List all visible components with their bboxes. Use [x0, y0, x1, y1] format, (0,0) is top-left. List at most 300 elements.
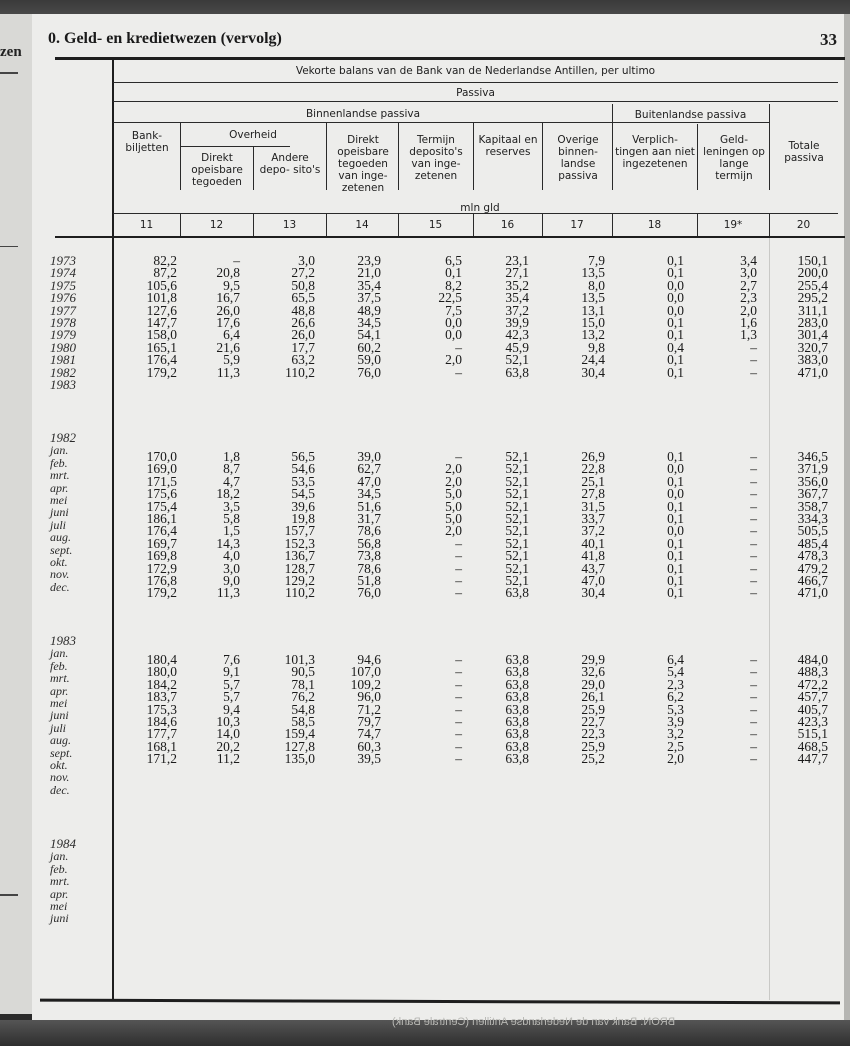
table-cell: 485,4 [797, 535, 828, 551]
column-18 [667, 451, 684, 600]
table-cell: 2,7 [740, 277, 757, 293]
col-header-17: Overige binnen- landse passiva [557, 134, 599, 182]
table-cell: 5,3 [667, 701, 684, 717]
table-cell: 45,9 [505, 339, 529, 355]
table-cell: 0,1 [667, 473, 684, 489]
table-cell: 63,8 [505, 664, 529, 680]
table-cell: 175,3 [146, 701, 177, 717]
table-cell: 479,2 [797, 560, 828, 576]
month-label: nov. [50, 567, 70, 582]
table-cell: 74,7 [357, 726, 381, 742]
table-cell: 8,2 [445, 277, 462, 293]
table-cell: 18,2 [216, 486, 240, 502]
table-cell: 109,2 [350, 676, 381, 692]
month-label: jan. [50, 849, 69, 864]
table-cell: 9,1 [223, 664, 240, 680]
table-cell: 63,8 [505, 585, 529, 601]
table-cell: 447,7 [797, 751, 828, 767]
table-cell: 2,0 [667, 751, 684, 767]
column-12 [216, 451, 240, 600]
month-label: juni [50, 911, 69, 926]
table-cell: 5,8 [223, 510, 240, 526]
table-cell: 56,8 [357, 535, 381, 551]
table-cell: – [455, 689, 462, 705]
table-cell: 2,0 [740, 302, 757, 318]
annual-year-labels [50, 255, 110, 391]
table-cell: 157,7 [284, 523, 315, 539]
month-label: apr. [50, 480, 69, 495]
table-cell: 0,0 [667, 461, 684, 477]
table-cell: 7,6 [223, 652, 240, 667]
table-cell: 0,1 [667, 585, 684, 601]
table-cell: 63,2 [291, 352, 315, 368]
column-11 [147, 451, 177, 600]
table-cell: – [750, 572, 757, 588]
table-cell: 29,0 [581, 676, 605, 692]
column-12 [216, 255, 240, 379]
column-20 [798, 451, 828, 600]
table-cell: 0,4 [667, 339, 684, 355]
table-cell: – [750, 523, 757, 539]
table-cell: 14,0 [216, 726, 240, 742]
table-cell: 2,0 [445, 461, 462, 477]
table-cell: 457,7 [797, 689, 828, 705]
month-label: mrt. [50, 671, 70, 686]
header-vline [326, 122, 327, 190]
table-cell: 105,6 [146, 277, 177, 293]
table-cell: 17,6 [216, 314, 240, 330]
table-cell: 0,0 [667, 523, 684, 539]
month-label: jan. [50, 443, 69, 458]
table-cell: 478,3 [797, 548, 828, 564]
table-cell: 76,0 [357, 585, 381, 601]
header-line [180, 146, 290, 147]
table-cell: 468,5 [797, 738, 828, 754]
table-cell: 0,1 [667, 314, 684, 330]
table-cell: 172,9 [146, 560, 177, 576]
table-cell: – [455, 535, 462, 551]
table-cell: 13,1 [581, 302, 605, 318]
table-cell: 16,7 [216, 290, 240, 306]
table-cell: 47,0 [581, 572, 605, 588]
table-cell: – [455, 726, 462, 742]
group-binnenlandse: Binnenlandse passiva [305, 108, 421, 120]
table-cell: 5,0 [445, 498, 462, 514]
table-cell: 6,2 [667, 689, 684, 705]
table-cell: 0,0 [667, 486, 684, 502]
table-cell: 79,7 [357, 713, 381, 729]
col-number-20: 20 [796, 219, 811, 231]
table-cell: 24,4 [581, 352, 605, 368]
table-cell: 39,0 [357, 449, 381, 464]
table-cell: 135,0 [284, 751, 315, 767]
table-cell: 22,5 [438, 290, 462, 306]
month-label: mei [50, 695, 68, 710]
col-header-18: Verplich- tingen aan niet ingezetenen [615, 134, 695, 170]
month-label: dec. [50, 782, 70, 797]
table-cell: 471,0 [797, 364, 828, 380]
col-number-15: 15 [428, 219, 443, 231]
table-cell: 0,1 [667, 327, 684, 343]
table-cell: 127,8 [284, 738, 315, 754]
table-cell: – [233, 253, 240, 268]
month-label: okt. [50, 757, 68, 772]
table-cell: 200,0 [797, 265, 828, 281]
col-number-11: 11 [139, 219, 154, 231]
table-cell: – [455, 664, 462, 680]
table-cell: 21,6 [216, 339, 240, 355]
col-header-14: Direkt opeisbare tegoeden van inge- zetenen [337, 134, 389, 194]
table-cell: 6,4 [667, 652, 684, 667]
facing-page-edge [0, 14, 34, 1014]
year-label: 1977 [50, 302, 76, 318]
col-number-13: 13 [282, 219, 297, 231]
month-label: nov. [50, 770, 70, 785]
month-label: sept. [50, 745, 73, 760]
table-cell: 176,8 [146, 572, 177, 588]
table-cell: – [455, 585, 462, 601]
table-cell: 7,5 [445, 302, 462, 318]
table-cell: 62,7 [357, 461, 381, 477]
table-cell: 29,9 [581, 652, 605, 667]
table-cell: 53,5 [291, 473, 315, 489]
table-cell: 27,8 [581, 486, 605, 502]
table-cell: 52,1 [505, 548, 529, 564]
table-cell: 3,4 [740, 253, 757, 268]
table-cell: 180,0 [146, 664, 177, 680]
month-label: juli [50, 720, 67, 735]
table-cell: 47,0 [357, 473, 381, 489]
table-cell: 176,4 [146, 352, 177, 368]
year-label: 1976 [50, 290, 76, 306]
table-cell: 9,4 [223, 701, 240, 717]
table-cell: 71,2 [357, 701, 381, 717]
group-overheid: Overheid [229, 129, 277, 141]
table-cell: 175,4 [146, 498, 177, 514]
table-cell: 180,4 [146, 652, 177, 667]
facing-page-fragment: zen [0, 44, 22, 60]
header-vline [542, 122, 543, 190]
table-cell: 320,7 [797, 339, 828, 355]
table-cell: 52,1 [505, 560, 529, 576]
header-line [113, 82, 838, 83]
table-cell: 26,1 [581, 689, 605, 705]
table-cell: 26,0 [291, 327, 315, 343]
table-cell: – [455, 364, 462, 380]
table-cell: 334,3 [797, 510, 828, 526]
month-label: okt. [50, 554, 68, 569]
table-cell: 488,3 [797, 664, 828, 680]
table-cell: 2,0 [445, 473, 462, 489]
table-cell: – [750, 738, 757, 754]
table-cell: – [750, 585, 757, 601]
table-cell: 63,8 [505, 726, 529, 742]
table-cell: 23,1 [505, 253, 529, 268]
column-19 [750, 451, 757, 600]
table-cell: – [750, 364, 757, 380]
table-cell: 150,1 [797, 253, 828, 268]
table-cell: 63,8 [505, 738, 529, 754]
table-cell: 0,1 [667, 510, 684, 526]
table-cell: 5,7 [223, 689, 240, 705]
table-cell: 3,0 [223, 560, 240, 576]
table-cell: 37,2 [505, 302, 529, 318]
table-cell: 423,3 [797, 713, 828, 729]
year-label: 1983 [50, 633, 76, 648]
table-cell: – [750, 510, 757, 526]
table-cell: – [750, 689, 757, 705]
table-cell: – [455, 548, 462, 564]
table-cell: 65,5 [291, 290, 315, 306]
col-number-12: 12 [209, 219, 224, 231]
table-cell: 39,5 [357, 751, 381, 767]
table-cell: 52,1 [505, 523, 529, 539]
col-header-13: Andere depo- sito's [259, 152, 321, 176]
table-cell: 39,9 [505, 314, 529, 330]
table-cell: 78,6 [357, 523, 381, 539]
table-cell: 52,1 [505, 498, 529, 514]
table-cell: 472,2 [797, 676, 828, 692]
table-cell: – [750, 498, 757, 514]
header-vline [398, 122, 399, 190]
table-cell: 1,3 [740, 327, 757, 343]
table-cell: – [750, 449, 757, 464]
table-cell: 25,1 [581, 473, 605, 489]
table-cell: 169,8 [146, 548, 177, 564]
table-cell: – [750, 713, 757, 729]
table-cell: – [750, 701, 757, 717]
table-cell: 175,6 [146, 486, 177, 502]
month-label: feb. [50, 455, 68, 470]
table-cell: 0,1 [667, 498, 684, 514]
table-cell: 147,7 [146, 314, 177, 330]
table-cell: – [750, 560, 757, 576]
table-cell: 171,2 [146, 751, 177, 767]
table-cell: 183,7 [146, 689, 177, 705]
table-cell: 87,2 [153, 265, 177, 281]
table-cell: 471,0 [797, 585, 828, 601]
page-number: 33 [820, 30, 837, 49]
table-cell: 3,9 [667, 713, 684, 729]
table-cell: 48,8 [291, 302, 315, 318]
table-cell: 1,6 [740, 314, 757, 330]
table-cell: 371,9 [797, 461, 828, 477]
table-cell: 20,2 [216, 738, 240, 754]
table-cell: 22,7 [581, 713, 605, 729]
top-rule [55, 57, 845, 60]
column-20 [798, 654, 828, 766]
table-cell: 11,2 [216, 751, 240, 767]
table-cell: – [455, 339, 462, 355]
table-cell: – [455, 751, 462, 767]
table-cell: 367,7 [797, 486, 828, 502]
table-cell: 90,5 [291, 664, 315, 680]
table-cell: 13,5 [581, 290, 605, 306]
table-cell: 127,6 [146, 302, 177, 318]
table-cell: 9,5 [223, 277, 240, 293]
table-cell: – [750, 339, 757, 355]
stub-1982 [50, 432, 110, 593]
table-cell: – [750, 751, 757, 767]
table-cell: 13,2 [581, 327, 605, 343]
month-label: mei [50, 492, 68, 507]
table-cell: 31,7 [357, 510, 381, 526]
table-cell: – [455, 701, 462, 717]
table-cell: 31,5 [581, 498, 605, 514]
page-right-edge [844, 14, 850, 1020]
table-cell: 10,3 [216, 713, 240, 729]
table-cell: 5,0 [445, 486, 462, 502]
table-cell: 32,6 [581, 664, 605, 680]
column-14 [357, 451, 381, 600]
table-cell: 184,6 [146, 713, 177, 729]
table-cell: – [750, 652, 757, 667]
table-cell: 37,2 [581, 523, 605, 539]
table-cell: 8,0 [588, 277, 605, 293]
table-cell: 63,8 [505, 364, 529, 380]
facing-page-rule [0, 246, 18, 247]
table-cell: – [750, 548, 757, 564]
table-cell: 54,5 [291, 486, 315, 502]
table-cell: 184,2 [146, 676, 177, 692]
table-cell: 6,5 [445, 253, 462, 268]
table-cell: 110,2 [285, 364, 315, 380]
table-cell: 186,1 [146, 510, 177, 526]
table-cell: 2,5 [667, 738, 684, 754]
table-cell: 51,8 [357, 572, 381, 588]
table-cell: 54,8 [291, 701, 315, 717]
header-vline [253, 146, 254, 190]
table-cell: 128,7 [284, 560, 315, 576]
table-cell: 136,7 [284, 548, 315, 564]
year-label: 1973 [50, 253, 76, 268]
table-cell: 176,4 [146, 523, 177, 539]
table-cell: 35,2 [505, 277, 529, 293]
year-label: 1975 [50, 277, 76, 293]
table-cell: 5,0 [445, 510, 462, 526]
table-cell: 179,2 [146, 585, 177, 601]
table-cell: 63,8 [505, 676, 529, 692]
month-label: juli [50, 517, 67, 532]
month-label: aug. [50, 530, 71, 545]
table-cell: 76,2 [291, 689, 315, 705]
month-label: mrt. [50, 874, 70, 889]
table-cell: – [750, 473, 757, 489]
table-cell: 20,8 [216, 265, 240, 281]
table-cell: 6,4 [223, 327, 240, 343]
stub-1983 [50, 635, 110, 796]
table-cell: 11,3 [216, 585, 240, 601]
table-cell: 60,2 [357, 339, 381, 355]
month-label: dec. [50, 579, 70, 594]
year-label: 1982 [50, 430, 76, 445]
table-cell: 54,1 [357, 327, 381, 343]
table-cell: 25,2 [581, 751, 605, 767]
month-label: feb. [50, 658, 68, 673]
table-cell: 1,8 [223, 449, 240, 464]
table-cell: 25,9 [581, 738, 605, 754]
show-through-source-note: BRON: Bank van de Nederlandse Antillen (Centrale Bank) [392, 1016, 676, 1028]
table-cell: 170,0 [146, 449, 177, 464]
table-cell: 21,0 [357, 265, 381, 281]
table-cell: 4,7 [223, 473, 240, 489]
table-cell: 78,1 [291, 676, 315, 692]
table-cell: 37,5 [357, 290, 381, 306]
column-11 [147, 255, 177, 379]
column-12 [216, 654, 240, 766]
table-cell: 2,0 [445, 523, 462, 539]
column-18 [667, 654, 684, 766]
table-cell: 0,0 [445, 314, 462, 330]
table-cell: 17,7 [291, 339, 315, 355]
table-cell: 30,4 [581, 364, 605, 380]
table-cell: 0,0 [667, 302, 684, 318]
table-cell: 63,8 [505, 751, 529, 767]
col-number-17: 17 [570, 219, 584, 231]
table-cell: 52,1 [505, 535, 529, 551]
stub-divider [112, 58, 114, 1001]
table-cell: 13,5 [581, 265, 605, 281]
table-cell: 0,1 [445, 265, 462, 281]
table-cell: 25,9 [581, 701, 605, 717]
table-cell: 52,1 [505, 510, 529, 526]
table-cell: 1,5 [223, 523, 240, 539]
header-vline [697, 124, 698, 190]
table-cell: 34,5 [357, 486, 381, 502]
table-cell: 35,4 [357, 277, 381, 293]
table-cell: – [455, 652, 462, 667]
table-cell: 82,2 [153, 253, 177, 268]
table-cell: 3,0 [740, 265, 757, 281]
table-cell: – [750, 664, 757, 680]
table-cell: 3,2 [667, 726, 684, 742]
col-header-20: Totale passiva [784, 140, 824, 164]
col-header-19: Geld- leningen op lange termijn [703, 134, 765, 182]
table-cell: 27,1 [505, 265, 529, 281]
table-cell: 26,0 [216, 302, 240, 318]
table-cell: – [750, 486, 757, 502]
table-cell: 0,0 [445, 327, 462, 343]
column-16 [505, 654, 529, 766]
column-13 [285, 654, 315, 766]
table-cell: 0,1 [667, 572, 684, 588]
table-cell: – [750, 461, 757, 477]
table-cell: 40,1 [581, 535, 605, 551]
month-label: mrt. [50, 468, 70, 483]
table-cell: 0,1 [667, 548, 684, 564]
table-cell: 50,8 [291, 277, 315, 293]
table-cell: 311,1 [798, 302, 828, 318]
col-header-15: Termijn deposito's van inge- zetenen [409, 134, 463, 182]
col-header-16: Kapitaal en reserves [478, 134, 538, 158]
column-20 [798, 255, 828, 379]
table-cell: 159,4 [284, 726, 315, 742]
table-cell: 515,1 [797, 726, 828, 742]
column-11 [147, 654, 177, 766]
table-cell: 484,0 [797, 652, 828, 667]
table-cell: 52,1 [505, 352, 529, 368]
table-cell: 505,5 [797, 523, 828, 539]
year-label: 1982 [50, 364, 76, 380]
stub-1984 [50, 838, 110, 925]
table-cell: 15,0 [581, 314, 605, 330]
column-16 [505, 451, 529, 600]
table-cell: 0,1 [667, 352, 684, 368]
column-19 [740, 255, 757, 379]
header-vline [473, 122, 474, 190]
table-cell: 41,8 [581, 548, 605, 564]
table-cell: 33,7 [581, 510, 605, 526]
